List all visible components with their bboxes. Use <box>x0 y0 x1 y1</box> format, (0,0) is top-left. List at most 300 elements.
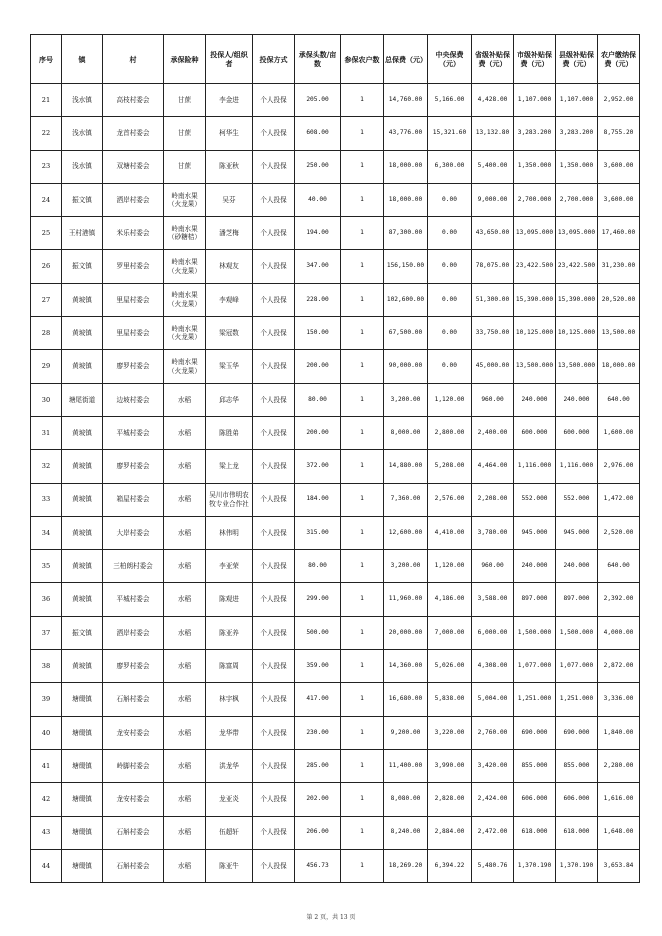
table-cell: 42 <box>31 783 62 816</box>
table-cell: 个人投保 <box>253 250 295 283</box>
table-cell: 5,480.76 <box>472 849 514 882</box>
table-cell: 1 <box>341 283 384 316</box>
table-cell: 2,760.00 <box>472 716 514 749</box>
table-cell: 个人投保 <box>253 816 295 849</box>
table-cell: 0.00 <box>428 283 472 316</box>
table-cell: 平城村委会 <box>103 416 164 449</box>
table-cell: 0.00 <box>428 317 472 350</box>
table-cell: 250.00 <box>295 150 341 183</box>
table-cell: 897.000 <box>514 583 556 616</box>
table-cell: 黄坡镇 <box>62 650 103 683</box>
table-cell: 87,300.00 <box>384 217 428 250</box>
table-cell: 水稻 <box>164 849 206 882</box>
table-cell: 1 <box>341 716 384 749</box>
table-cell: 水稻 <box>164 716 206 749</box>
table-cell: 40 <box>31 716 62 749</box>
table-cell: 梁冠数 <box>206 317 253 350</box>
table-cell: 14,360.00 <box>384 650 428 683</box>
table-cell: 1 <box>341 616 384 649</box>
table-cell: 2,952.00 <box>598 84 640 117</box>
table-cell: 浅水镇 <box>62 150 103 183</box>
table-cell: 李亚荣 <box>206 550 253 583</box>
table-cell: 13,132.80 <box>472 117 514 150</box>
table-cell: 水稻 <box>164 650 206 683</box>
table-cell: 塘缀镇 <box>62 683 103 716</box>
table-row <box>31 150 640 183</box>
table-cell: 372.00 <box>295 450 341 483</box>
table-cell: 1,107.000 <box>514 84 556 117</box>
table-row <box>31 217 640 250</box>
table-cell: 黄坡镇 <box>62 283 103 316</box>
table-cell: 6,394.22 <box>428 849 472 882</box>
table-cell: 振文镇 <box>62 616 103 649</box>
table-cell: 水稻 <box>164 483 206 516</box>
table-cell: 1 <box>341 650 384 683</box>
table-cell: 618.000 <box>514 816 556 849</box>
table-cell: 塘缀镇 <box>62 849 103 882</box>
table-cell: 240.000 <box>514 550 556 583</box>
table-cell: 240.000 <box>514 383 556 416</box>
table-cell: 21 <box>31 84 62 117</box>
table-cell: 1 <box>341 117 384 150</box>
table-cell: 3,283.200 <box>514 117 556 150</box>
table-cell: 200.00 <box>295 350 341 383</box>
table-cell: 4,186.00 <box>428 583 472 616</box>
table-cell: 25 <box>31 217 62 250</box>
table-cell: 1 <box>341 350 384 383</box>
table-cell: 90,000.00 <box>384 350 428 383</box>
table-cell: 80.00 <box>295 383 341 416</box>
table-cell: 个人投保 <box>253 183 295 216</box>
table-cell: 1 <box>341 483 384 516</box>
table-cell: 水稻 <box>164 583 206 616</box>
table-cell: 67,500.00 <box>384 317 428 350</box>
table-cell: 米乐村委会 <box>103 217 164 250</box>
table-cell: 黄坡镇 <box>62 516 103 549</box>
table-cell: 0.00 <box>428 217 472 250</box>
table-cell: 龙安村委会 <box>103 716 164 749</box>
column-header: 镇 <box>62 35 103 84</box>
table-cell: 1 <box>341 450 384 483</box>
table-cell: 洒岸村委会 <box>103 183 164 216</box>
table-cell: 陈观进 <box>206 583 253 616</box>
table-cell: 18,000.00 <box>384 183 428 216</box>
table-cell: 罗里村委会 <box>103 250 164 283</box>
table-cell: 吴川市伟明农牧专业合作社 <box>206 483 253 516</box>
table-cell: 水稻 <box>164 683 206 716</box>
table-row <box>31 283 640 316</box>
table-cell: 7,000.00 <box>428 616 472 649</box>
table-cell: 34 <box>31 516 62 549</box>
table-cell: 1 <box>341 683 384 716</box>
table-cell: 51,300.00 <box>472 283 514 316</box>
table-cell: 塘缀镇 <box>62 749 103 782</box>
table-cell: 78,075.00 <box>472 250 514 283</box>
table-cell: 230.00 <box>295 716 341 749</box>
table-cell: 潘芝梅 <box>206 217 253 250</box>
table-cell: 200.00 <box>295 416 341 449</box>
table-cell: 个人投保 <box>253 283 295 316</box>
table-cell: 个人投保 <box>253 749 295 782</box>
table-cell: 1,251.000 <box>556 683 598 716</box>
table-cell: 1,107.000 <box>556 84 598 117</box>
table-cell: 1,648.00 <box>598 816 640 849</box>
table-cell: 1 <box>341 516 384 549</box>
table-cell: 23,422.500 <box>514 250 556 283</box>
table-body <box>31 84 640 883</box>
table-cell: 43 <box>31 816 62 849</box>
table-cell: 2,208.00 <box>472 483 514 516</box>
table-cell: 16,680.00 <box>384 683 428 716</box>
table-cell: 13,095.000 <box>514 217 556 250</box>
table-cell: 3,200.00 <box>384 550 428 583</box>
table-cell: 高枝村委会 <box>103 84 164 117</box>
table-cell: 浅水镇 <box>62 84 103 117</box>
table-cell: 347.00 <box>295 250 341 283</box>
table-cell: 1,350.000 <box>514 150 556 183</box>
table-cell: 299.00 <box>295 583 341 616</box>
table-cell: 38 <box>31 650 62 683</box>
table-cell: 3,653.84 <box>598 849 640 882</box>
table-cell: 150.00 <box>295 317 341 350</box>
table-cell: 个人投保 <box>253 84 295 117</box>
table-cell: 1 <box>341 849 384 882</box>
table-cell: 359.00 <box>295 650 341 683</box>
table-cell: 1 <box>341 183 384 216</box>
column-header: 中央保费（元） <box>428 35 472 84</box>
table-cell: 3,336.00 <box>598 683 640 716</box>
table-cell: 205.00 <box>295 84 341 117</box>
table-cell: 邱志华 <box>206 383 253 416</box>
insurance-premium-table <box>30 34 640 883</box>
table-cell: 甘蔗 <box>164 117 206 150</box>
table-cell: 2,700.000 <box>556 183 598 216</box>
table-cell: 水稻 <box>164 550 206 583</box>
table-cell: 37 <box>31 616 62 649</box>
table-cell: 水稻 <box>164 383 206 416</box>
table-cell: 1,116.000 <box>556 450 598 483</box>
table-cell: 6,300.00 <box>428 150 472 183</box>
table-cell: 柯华生 <box>206 117 253 150</box>
table-cell: 18,000.00 <box>384 150 428 183</box>
table-cell: 608.00 <box>295 117 341 150</box>
table-row <box>31 816 640 849</box>
table-cell: 黄坡镇 <box>62 450 103 483</box>
table-cell: 陈亚养 <box>206 616 253 649</box>
table-row <box>31 616 640 649</box>
table-cell: 陈胜弟 <box>206 416 253 449</box>
table-cell: 855.000 <box>556 749 598 782</box>
table-cell: 1,077.000 <box>556 650 598 683</box>
table-cell: 22 <box>31 117 62 150</box>
table-cell: 0.00 <box>428 183 472 216</box>
table-cell: 45,000.00 <box>472 350 514 383</box>
table-cell: 5,400.00 <box>472 150 514 183</box>
table-cell: 岭南水果（火龙果） <box>164 317 206 350</box>
table-cell: 43,776.00 <box>384 117 428 150</box>
table-cell: 29 <box>31 350 62 383</box>
table-cell: 33,750.00 <box>472 317 514 350</box>
table-cell: 4,410.00 <box>428 516 472 549</box>
table-cell: 240.000 <box>556 383 598 416</box>
table-cell: 240.000 <box>556 550 598 583</box>
table-cell: 塘缀镇 <box>62 716 103 749</box>
table-cell: 40.00 <box>295 183 341 216</box>
column-header: 承保头数/亩数 <box>295 35 341 84</box>
table-cell: 3,780.00 <box>472 516 514 549</box>
table-cell: 振文镇 <box>62 183 103 216</box>
table-cell: 27 <box>31 283 62 316</box>
table-cell: 456.73 <box>295 849 341 882</box>
table-cell: 洒岸村委会 <box>103 616 164 649</box>
table-cell: 0.00 <box>428 350 472 383</box>
table-cell: 黄坡镇 <box>62 550 103 583</box>
table-cell: 个人投保 <box>253 150 295 183</box>
table-cell: 梁玉华 <box>206 350 253 383</box>
table-cell: 1,120.00 <box>428 550 472 583</box>
table-cell: 690.000 <box>514 716 556 749</box>
table-cell: 640.00 <box>598 550 640 583</box>
table-cell: 3,200.00 <box>384 383 428 416</box>
table-cell: 1 <box>341 317 384 350</box>
table-cell: 285.00 <box>295 749 341 782</box>
table-cell: 1,120.00 <box>428 383 472 416</box>
table-cell: 岭南水果（火龙果） <box>164 283 206 316</box>
table-cell: 2,700.000 <box>514 183 556 216</box>
table-cell: 水稻 <box>164 783 206 816</box>
table-row <box>31 416 640 449</box>
table-cell: 黄坡镇 <box>62 483 103 516</box>
table-cell: 8,000.00 <box>384 416 428 449</box>
table-row <box>31 550 640 583</box>
table-cell: 1 <box>341 250 384 283</box>
table-row <box>31 483 640 516</box>
table-cell: 个人投保 <box>253 716 295 749</box>
table-cell: 18,269.20 <box>384 849 428 882</box>
table-cell: 3,588.00 <box>472 583 514 616</box>
table-cell: 水稻 <box>164 450 206 483</box>
table-cell: 3,600.00 <box>598 150 640 183</box>
table-cell: 23,422.500 <box>556 250 598 283</box>
table-row <box>31 683 640 716</box>
table-cell: 0.00 <box>428 250 472 283</box>
table-cell: 双塘村委会 <box>103 150 164 183</box>
table-cell: 陈亚秋 <box>206 150 253 183</box>
table-cell: 3,990.00 <box>428 749 472 782</box>
table-row <box>31 749 640 782</box>
table-cell: 2,520.00 <box>598 516 640 549</box>
table-cell: 156,150.00 <box>384 250 428 283</box>
table-cell: 8,240.00 <box>384 816 428 849</box>
table-cell: 1,500.000 <box>556 616 598 649</box>
table-cell: 岭南水果（火龙果） <box>164 183 206 216</box>
column-header: 投保人/组织者 <box>206 35 253 84</box>
table-cell: 1 <box>341 150 384 183</box>
table-cell: 1,370.190 <box>556 849 598 882</box>
table-cell: 1 <box>341 816 384 849</box>
table-cell: 1,251.000 <box>514 683 556 716</box>
table-row <box>31 383 640 416</box>
table-cell: 岭脚村委会 <box>103 749 164 782</box>
table-cell: 600.000 <box>514 416 556 449</box>
table-cell: 11,960.00 <box>384 583 428 616</box>
table-cell: 28 <box>31 317 62 350</box>
table-cell: 945.000 <box>556 516 598 549</box>
table-cell: 960.00 <box>472 550 514 583</box>
table-cell: 振文镇 <box>62 250 103 283</box>
table-cell: 10,125.000 <box>556 317 598 350</box>
table-cell: 龙安村委会 <box>103 783 164 816</box>
table-row <box>31 84 640 117</box>
table-cell: 8,080.00 <box>384 783 428 816</box>
table-cell: 1,370.190 <box>514 849 556 882</box>
table-cell: 龙华带 <box>206 716 253 749</box>
table-cell: 大岸村委会 <box>103 516 164 549</box>
table-cell: 塘缀镇 <box>62 816 103 849</box>
table-cell: 1 <box>341 416 384 449</box>
table-cell: 26 <box>31 250 62 283</box>
table-cell: 30 <box>31 383 62 416</box>
table-cell: 水稻 <box>164 816 206 849</box>
table-cell: 15,390.000 <box>514 283 556 316</box>
table-cell: 2,576.00 <box>428 483 472 516</box>
table-cell: 194.00 <box>295 217 341 250</box>
table-cell: 个人投保 <box>253 383 295 416</box>
table-cell: 李金进 <box>206 84 253 117</box>
table-cell: 945.000 <box>514 516 556 549</box>
table-cell: 1 <box>341 383 384 416</box>
table-cell: 7,360.00 <box>384 483 428 516</box>
table-cell: 3,283.200 <box>556 117 598 150</box>
table-cell: 6,000.00 <box>472 616 514 649</box>
table-cell: 33 <box>31 483 62 516</box>
table-cell: 417.00 <box>295 683 341 716</box>
table-cell: 廖罗村委会 <box>103 450 164 483</box>
table-cell: 5,026.00 <box>428 650 472 683</box>
table-cell: 23 <box>31 150 62 183</box>
table-row <box>31 583 640 616</box>
table-cell: 14,760.00 <box>384 84 428 117</box>
table-cell: 9,200.00 <box>384 716 428 749</box>
table-cell: 1,500.000 <box>514 616 556 649</box>
table-cell: 个人投保 <box>253 217 295 250</box>
table-row <box>31 849 640 882</box>
table-cell: 1,600.00 <box>598 416 640 449</box>
table-cell: 王村港镇 <box>62 217 103 250</box>
table-cell: 黄坡镇 <box>62 317 103 350</box>
table-cell: 14,880.00 <box>384 450 428 483</box>
table-cell: 陈亚牛 <box>206 849 253 882</box>
table-cell: 690.000 <box>556 716 598 749</box>
table-cell: 林观友 <box>206 250 253 283</box>
table-cell: 20,000.00 <box>384 616 428 649</box>
table-cell: 8,755.20 <box>598 117 640 150</box>
table-cell: 855.000 <box>514 749 556 782</box>
column-header: 省级补贴保费（元） <box>472 35 514 84</box>
table-cell: 林伟明 <box>206 516 253 549</box>
table-cell: 17,460.00 <box>598 217 640 250</box>
table-cell: 2,400.00 <box>472 416 514 449</box>
table-cell: 个人投保 <box>253 650 295 683</box>
table-cell: 552.000 <box>514 483 556 516</box>
table-cell: 黄坡镇 <box>62 416 103 449</box>
table-cell: 20,520.00 <box>598 283 640 316</box>
table-row <box>31 650 640 683</box>
table-cell: 2,884.00 <box>428 816 472 849</box>
table-cell: 4,308.00 <box>472 650 514 683</box>
column-header: 村 <box>103 35 164 84</box>
table-cell: 10,125.000 <box>514 317 556 350</box>
table-cell: 13,500.00 <box>598 317 640 350</box>
table-cell: 龙亚炎 <box>206 783 253 816</box>
table-cell: 里屋村委会 <box>103 317 164 350</box>
table-cell: 9,000.00 <box>472 183 514 216</box>
page-footer: 第 2 页，共 13 页 <box>306 914 356 921</box>
table-cell: 618.000 <box>556 816 598 849</box>
table-cell: 184.00 <box>295 483 341 516</box>
table-cell: 2,392.00 <box>598 583 640 616</box>
column-header: 总保费（元） <box>384 35 428 84</box>
table-cell: 个人投保 <box>253 616 295 649</box>
table-row <box>31 516 640 549</box>
table-cell: 塘缀镇 <box>62 783 103 816</box>
table-cell: 1,077.000 <box>514 650 556 683</box>
table-cell: 洪龙华 <box>206 749 253 782</box>
table-cell: 15,390.000 <box>556 283 598 316</box>
table-cell: 个人投保 <box>253 683 295 716</box>
table-cell: 个人投保 <box>253 849 295 882</box>
table-row <box>31 350 640 383</box>
table-cell: 960.00 <box>472 383 514 416</box>
table-row <box>31 250 640 283</box>
table-cell: 边坡村委会 <box>103 383 164 416</box>
table-cell: 吴芬 <box>206 183 253 216</box>
table-cell: 梁上龙 <box>206 450 253 483</box>
table-cell: 2,872.00 <box>598 650 640 683</box>
table-cell: 35 <box>31 550 62 583</box>
column-header: 承保险种 <box>164 35 206 84</box>
table-cell: 4,428.00 <box>472 84 514 117</box>
table-cell: 1 <box>341 783 384 816</box>
table-cell: 廖罗村委会 <box>103 650 164 683</box>
column-header: 投保方式 <box>253 35 295 84</box>
table-cell: 甘蔗 <box>164 84 206 117</box>
table-cell: 甘蔗 <box>164 150 206 183</box>
table-cell: 水稻 <box>164 749 206 782</box>
table-cell: 个人投保 <box>253 550 295 583</box>
table-cell: 李观峰 <box>206 283 253 316</box>
table-cell: 个人投保 <box>253 117 295 150</box>
table-cell: 1,472.00 <box>598 483 640 516</box>
table-cell: 1,840.00 <box>598 716 640 749</box>
table-cell: 13,095.000 <box>556 217 598 250</box>
column-header: 市级补贴保费（元） <box>514 35 556 84</box>
table-cell: 1 <box>341 583 384 616</box>
table-cell: 里屋村委会 <box>103 283 164 316</box>
column-header: 参保农户数 <box>341 35 384 84</box>
column-header: 农户缴纳保费（元） <box>598 35 640 84</box>
table-cell: 31,230.00 <box>598 250 640 283</box>
table-cell: 3,600.00 <box>598 183 640 216</box>
table-cell: 600.000 <box>556 416 598 449</box>
table-cell: 5,166.00 <box>428 84 472 117</box>
table-row <box>31 450 640 483</box>
table-cell: 552.000 <box>556 483 598 516</box>
table-cell: 1 <box>341 84 384 117</box>
table-cell: 1,350.000 <box>556 150 598 183</box>
table-cell: 31 <box>31 416 62 449</box>
table-cell: 个人投保 <box>253 416 295 449</box>
